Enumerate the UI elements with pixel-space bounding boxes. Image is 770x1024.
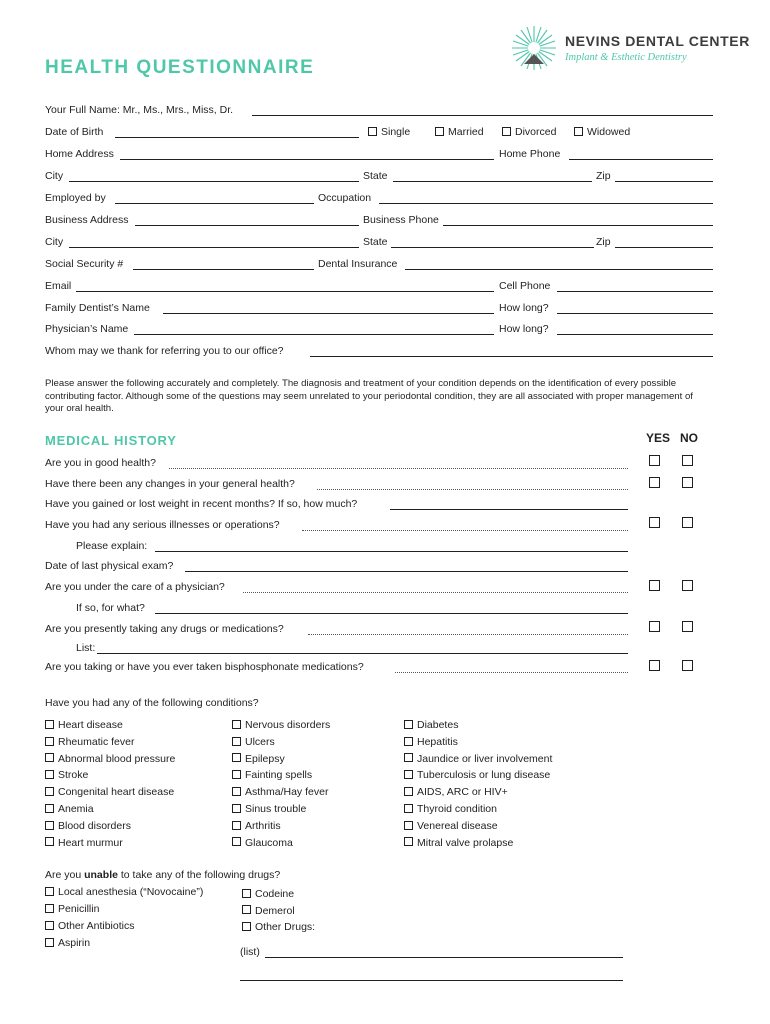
condition-item[interactable]: [45, 786, 174, 798]
physician-how-long-field[interactable]: [557, 334, 713, 335]
drugs-prompt-bold: unable: [84, 869, 118, 881]
dob-field[interactable]: [115, 137, 359, 138]
drug-item[interactable]: [242, 905, 295, 917]
drugs-prompt: [45, 869, 280, 881]
yes-checkbox[interactable]: [649, 580, 660, 591]
dot-leader: [308, 634, 628, 635]
dot-leader: [317, 489, 628, 490]
question-label: Have there been any changes in your general health?: [45, 478, 295, 490]
business-address-label: Business Address: [45, 214, 129, 226]
checkbox[interactable]: [404, 787, 413, 796]
condition-item[interactable]: [45, 753, 175, 765]
condition-item[interactable]: [232, 786, 328, 798]
condition-label: Arthritis: [245, 819, 281, 832]
checkbox[interactable]: [404, 837, 413, 846]
physician-field[interactable]: [134, 334, 494, 335]
condition-item[interactable]: [404, 736, 458, 748]
condition-label: Epilepsy: [245, 752, 285, 765]
question-bisphosphonate: [45, 661, 713, 677]
business-city-row: [45, 236, 713, 252]
drug-item[interactable]: [45, 886, 203, 898]
explain-field[interactable]: [155, 551, 628, 552]
checkbox[interactable]: [45, 804, 54, 813]
email-row: [45, 280, 713, 296]
other-drugs-list-field[interactable]: [265, 957, 623, 958]
dental-insurance-label: Dental Insurance: [318, 258, 398, 270]
checkbox[interactable]: [232, 720, 241, 729]
condition-item[interactable]: [404, 803, 497, 815]
email-field[interactable]: [76, 291, 494, 292]
condition-label: Anemia: [58, 803, 94, 815]
illness-explain-row: [45, 540, 713, 556]
business-state-field[interactable]: [391, 247, 594, 248]
no-checkbox[interactable]: [682, 580, 693, 591]
checkbox[interactable]: [232, 837, 241, 846]
widowed-checkbox[interactable]: [574, 127, 583, 136]
dental-insurance-field[interactable]: [405, 269, 713, 270]
question-label: Have you gained or lost weight in recent months? If so, how much?: [45, 498, 358, 510]
drugs-list-row: [45, 642, 713, 658]
zip-label: Zip: [596, 170, 611, 182]
physician-label: Physician’s Name: [45, 323, 129, 335]
no-checkbox[interactable]: [682, 621, 693, 632]
checkbox[interactable]: [242, 889, 251, 898]
question-physician-care: [45, 581, 713, 597]
single-option[interactable]: [368, 126, 410, 138]
employment-row: [45, 192, 713, 208]
family-dentist-label: Family Dentist’s Name: [45, 302, 150, 314]
home-address-row: [45, 148, 713, 164]
drug-item[interactable]: [45, 937, 90, 949]
condition-item[interactable]: [232, 769, 312, 781]
ssn-label: Social Security #: [45, 258, 124, 270]
page-title: HEALTH QUESTIONNAIRE: [45, 57, 315, 78]
checkbox[interactable]: [232, 753, 241, 762]
checkbox[interactable]: [45, 753, 54, 762]
employed-by-label: Employed by: [45, 192, 106, 204]
yes-checkbox[interactable]: [649, 621, 660, 632]
medical-history-heading: MEDICAL HISTORY: [45, 433, 177, 448]
other-drugs-list-label: (list): [240, 946, 260, 958]
dot-leader: [302, 530, 628, 531]
occupation-field[interactable]: [379, 203, 713, 204]
condition-label: Glaucoma: [245, 836, 293, 849]
divorced-option[interactable]: [502, 126, 556, 138]
divorced-label: Divorced: [515, 126, 557, 138]
condition-item[interactable]: [404, 786, 508, 798]
condition-label: Hepatitis: [417, 735, 458, 748]
condition-item[interactable]: [404, 719, 458, 731]
city-row: [45, 170, 713, 186]
condition-item[interactable]: [45, 803, 94, 815]
checkbox[interactable]: [404, 821, 413, 830]
condition-label: Rheumatic fever: [58, 735, 135, 748]
question-label: Are you in good health?: [45, 457, 156, 469]
ssn-field[interactable]: [133, 269, 314, 270]
married-checkbox[interactable]: [435, 127, 444, 136]
condition-label: Stroke: [58, 769, 89, 782]
yes-checkbox[interactable]: [649, 477, 660, 488]
referral-field[interactable]: [310, 356, 713, 357]
business-zip-label: Zip: [596, 236, 611, 248]
condition-label: Nervous disorders: [245, 719, 331, 731]
brand-name: NEVINS DENTAL CENTER: [565, 33, 750, 49]
for-what-label: If so, for what?: [76, 602, 145, 614]
condition-label: Asthma/Hay fever: [245, 786, 329, 799]
business-address-row: [45, 214, 713, 230]
explain-label: Please explain:: [76, 540, 148, 552]
condition-item[interactable]: [45, 736, 134, 748]
condition-label: Diabetes: [417, 719, 459, 731]
zip-field[interactable]: [615, 181, 713, 182]
question-drugs: [45, 623, 713, 639]
family-dentist-field[interactable]: [163, 313, 494, 314]
full-name-field[interactable]: [252, 115, 713, 116]
no-checkbox[interactable]: [682, 477, 693, 488]
condition-item[interactable]: [232, 837, 293, 849]
condition-label: Jaundice or liver involvement: [417, 752, 553, 765]
yes-checkbox[interactable]: [649, 517, 660, 528]
question-good-health: [45, 457, 713, 473]
dot-leader: [395, 672, 628, 673]
checkbox[interactable]: [404, 720, 413, 729]
dob-label: Date of Birth: [45, 126, 104, 138]
condition-item[interactable]: [404, 769, 550, 781]
business-city-label: City: [45, 236, 64, 248]
home-address-label: Home Address: [45, 148, 114, 160]
condition-label: Abnormal blood pressure: [58, 752, 176, 765]
yes-column-header: YES: [646, 431, 671, 445]
single-checkbox[interactable]: [368, 127, 377, 136]
drug-label: Codeine: [255, 888, 295, 900]
condition-label: Thyroid condition: [417, 803, 497, 815]
brand-tagline: Implant & Esthetic Dentistry: [565, 52, 687, 63]
question-label: Date of last physical exam?: [45, 560, 174, 572]
ssn-row: [45, 258, 713, 274]
checkbox[interactable]: [45, 737, 54, 746]
condition-item[interactable]: [232, 753, 285, 765]
married-option[interactable]: [435, 126, 484, 138]
city-label: City: [45, 170, 64, 182]
business-phone-label: Business Phone: [363, 214, 439, 226]
checkbox[interactable]: [232, 787, 241, 796]
for-what-row: [45, 602, 713, 618]
condition-label: Sinus trouble: [245, 803, 307, 815]
family-dentist-row: [45, 302, 713, 318]
question-health-changes: [45, 478, 713, 494]
divorced-checkbox[interactable]: [502, 127, 511, 136]
checkbox[interactable]: [45, 720, 54, 729]
business-zip-field[interactable]: [615, 247, 713, 248]
checkbox[interactable]: [232, 770, 241, 779]
checkbox[interactable]: [45, 904, 54, 913]
question-label: Have you had any serious illnesses or operations?: [45, 519, 280, 531]
condition-label: Blood disorders: [58, 819, 131, 832]
drug-item[interactable]: [242, 888, 294, 900]
drug-label: Other Drugs:: [255, 921, 316, 933]
widowed-option[interactable]: [574, 126, 630, 138]
condition-item[interactable]: [404, 753, 552, 765]
list-label: List:: [76, 642, 96, 654]
condition-item[interactable]: [232, 719, 330, 731]
condition-label: Venereal disease: [417, 819, 498, 832]
condition-label: AIDS, ARC or HIV+: [417, 786, 508, 799]
checkbox[interactable]: [45, 887, 54, 896]
question-weight: [45, 498, 713, 514]
checkbox[interactable]: [45, 921, 54, 930]
checkbox[interactable]: [404, 737, 413, 746]
yes-checkbox[interactable]: [649, 455, 660, 466]
drug-label: Local anesthesia (“Novocaine”): [58, 886, 204, 898]
condition-label: Tuberculosis or lung disease: [417, 769, 551, 782]
drug-label: Other Antibiotics: [58, 920, 135, 932]
married-label: Married: [448, 126, 484, 138]
checkbox[interactable]: [232, 821, 241, 830]
question-illness: [45, 519, 713, 535]
checkbox[interactable]: [45, 787, 54, 796]
drug-label: Aspirin: [58, 937, 91, 949]
drugs-prompt-pre: Are you: [45, 869, 82, 881]
referral-label: Whom may we thank for referring you to our office?: [45, 345, 284, 357]
dob-row: [45, 126, 713, 142]
checkbox[interactable]: [404, 804, 413, 813]
condition-item[interactable]: [404, 837, 513, 849]
checkbox[interactable]: [232, 804, 241, 813]
question-last-exam: [45, 560, 713, 576]
drug-label: Penicillin: [58, 903, 100, 915]
question-label: Are you presently taking any drugs or medications?: [45, 623, 284, 635]
for-what-field[interactable]: [155, 613, 628, 614]
business-state-label: State: [363, 236, 388, 248]
widowed-label: Widowed: [587, 126, 631, 138]
no-checkbox[interactable]: [682, 455, 693, 466]
drugs-list-field[interactable]: [97, 653, 628, 654]
drug-item[interactable]: [45, 920, 134, 932]
condition-item[interactable]: [404, 820, 498, 832]
instructions-paragraph: Please answer the following accurately and completely. The diagnosis and treatment of your condition depends on the identification of every possible contributing factor. Although some of the questions may seem unrelated to your periodontal condition, they are all associated with proper management of your oral health.: [45, 378, 693, 414]
checkbox[interactable]: [404, 753, 413, 762]
checkbox[interactable]: [45, 770, 54, 779]
checkbox[interactable]: [45, 938, 54, 947]
checkbox[interactable]: [45, 821, 54, 830]
condition-label: Heart murmur: [58, 836, 123, 849]
other-drugs-list-field-2[interactable]: [240, 980, 623, 981]
physician-row: [45, 323, 713, 339]
condition-item[interactable]: [45, 769, 88, 781]
checkbox[interactable]: [45, 837, 54, 846]
condition-label: Fainting spells: [245, 769, 313, 782]
occupation-label: Occupation: [318, 192, 372, 204]
cell-phone-label: Cell Phone: [499, 280, 551, 292]
condition-label: Congenital heart disease: [58, 786, 175, 799]
question-label: Are you under the care of a physician?: [45, 581, 225, 593]
no-checkbox[interactable]: [682, 660, 693, 671]
condition-label: Heart disease: [58, 719, 123, 731]
dot-leader: [243, 592, 628, 593]
sunburst-logo-icon: [510, 24, 558, 72]
employed-by-field[interactable]: [115, 203, 314, 204]
condition-item[interactable]: [45, 820, 131, 832]
yes-checkbox[interactable]: [649, 660, 660, 671]
home-phone-field[interactable]: [569, 159, 713, 160]
business-city-field[interactable]: [69, 247, 359, 248]
condition-item[interactable]: [232, 820, 281, 832]
no-column-header: NO: [680, 431, 698, 445]
condition-item[interactable]: [45, 837, 123, 849]
condition-item[interactable]: [232, 736, 275, 748]
email-label: Email: [45, 280, 72, 292]
drugs-prompt-post: to take any of the following drugs?: [120, 869, 281, 881]
full-name-label: Your Full Name: Mr., Ms., Mrs., Miss, Dr.: [45, 104, 234, 116]
dot-leader: [169, 468, 628, 469]
state-label: State: [363, 170, 388, 182]
condition-label: Ulcers: [245, 735, 275, 748]
conditions-prompt: Have you had any of the following conditions?: [45, 697, 259, 709]
condition-label: Mitral valve prolapse: [417, 836, 514, 849]
no-checkbox[interactable]: [682, 517, 693, 528]
full-name-row: [45, 104, 713, 120]
drug-label: Demerol: [255, 904, 295, 917]
home-address-field[interactable]: [120, 159, 494, 160]
home-phone-label: Home Phone: [499, 148, 561, 160]
checkbox[interactable]: [242, 905, 251, 914]
cell-phone-field[interactable]: [557, 291, 713, 292]
checkbox[interactable]: [232, 737, 241, 746]
dentist-how-long-label: How long?: [499, 302, 549, 314]
condition-item[interactable]: [232, 803, 306, 815]
referral-row: [45, 345, 713, 361]
weight-field[interactable]: [390, 509, 628, 510]
checkbox[interactable]: [242, 922, 251, 931]
drug-item[interactable]: [242, 921, 315, 933]
business-address-field[interactable]: [135, 225, 359, 226]
state-field[interactable]: [393, 181, 592, 182]
single-label: Single: [381, 126, 411, 138]
condition-item[interactable]: [45, 719, 123, 731]
drug-item[interactable]: [45, 903, 99, 915]
business-phone-field[interactable]: [443, 225, 713, 226]
question-label: Are you taking or have you ever taken bisphosphonate medications?: [45, 661, 364, 673]
checkbox[interactable]: [404, 770, 413, 779]
physician-how-long-label: How long?: [499, 323, 549, 335]
last-exam-field[interactable]: [185, 571, 628, 572]
dentist-how-long-field[interactable]: [557, 313, 713, 314]
city-field[interactable]: [69, 181, 359, 182]
